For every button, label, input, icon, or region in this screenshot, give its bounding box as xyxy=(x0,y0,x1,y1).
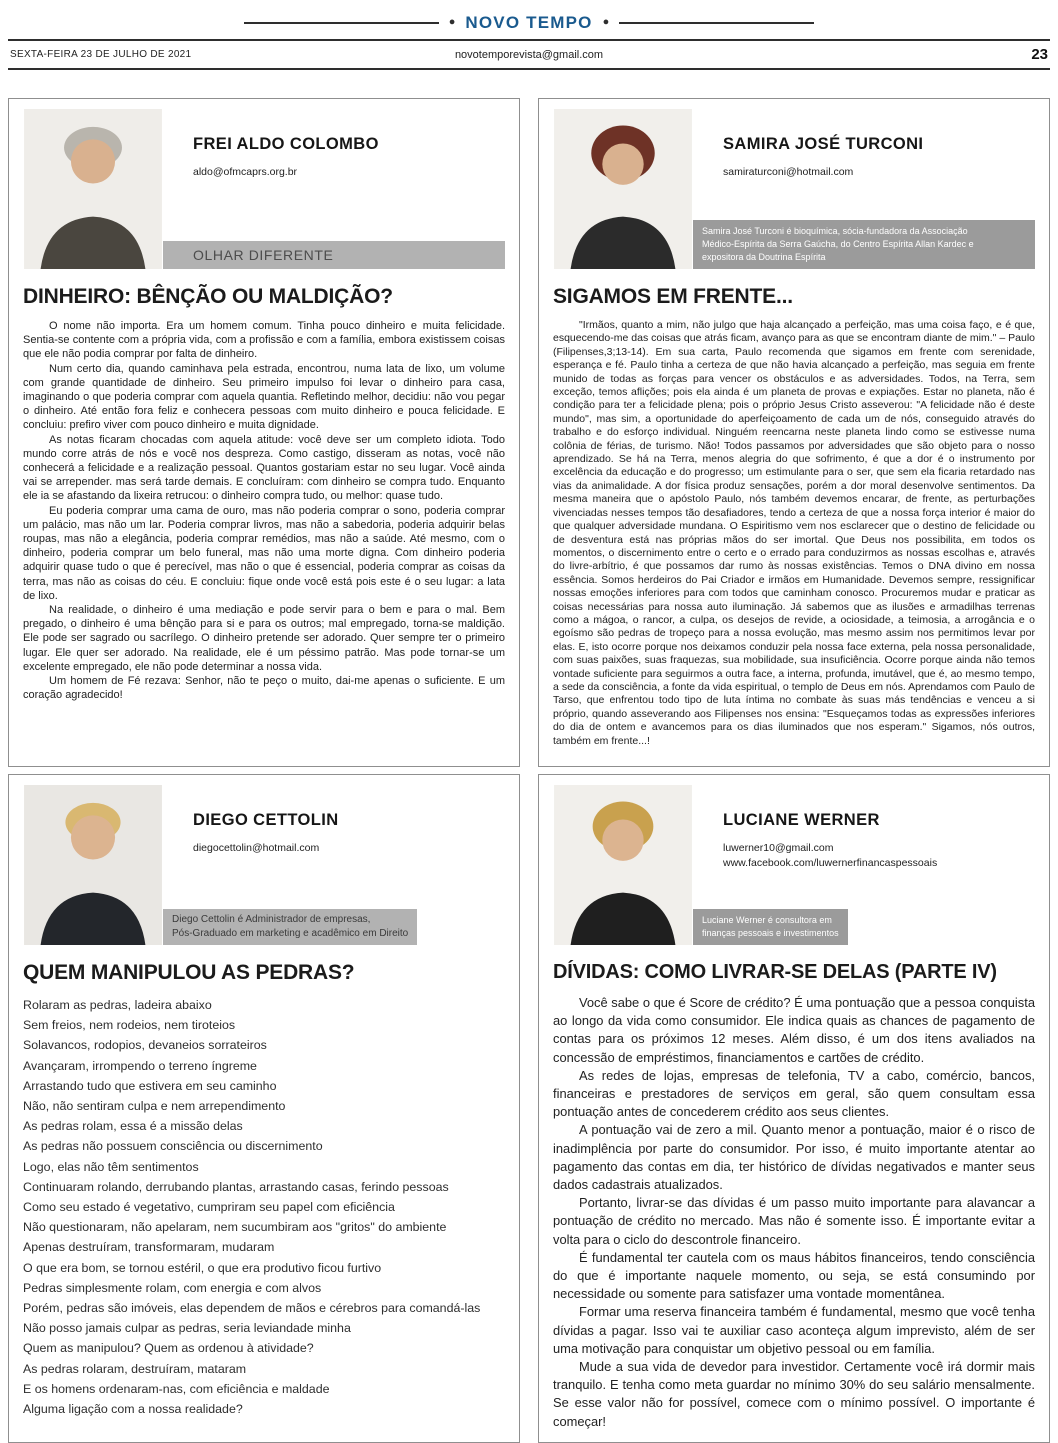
masthead-row xyxy=(8,10,1050,36)
column-banner: OLHAR DIFERENTE xyxy=(163,241,505,269)
author-bio xyxy=(693,909,848,945)
author-photo xyxy=(553,785,693,945)
poem-line: Como seu estado é vegetativo, cumpriram seu papel com eficiência xyxy=(23,1200,395,1215)
poem-line: As pedras rolam, essa é a missão delas xyxy=(23,1119,243,1134)
author-block xyxy=(23,785,505,945)
author-email: aldo@ofmcaprs.org.br xyxy=(193,166,298,178)
paragraph: Eu poderia comprar uma cama de ouro, mas não poderia comprar o sono, poderia comprar um palácio, mas não um lar. Poderia comprar livros, mas não a sabedoria, poderia adquirir belas roupas, mas não a elegância, poderia comprar remédios, mas não a saúde. Até mesmo, com o dinheiro, poderia comprar um belo funeral, mas não uma morte digna. Com dinheiro poderia adquirir quase tudo o que é perecível, mas não o que é essencial, poderia comprar as coisas da terra, mas não as coisas do céu. E concluiu: fique onde você está pois este é o seu lugar: a lata de lixo. xyxy=(23,504,505,602)
header-info-row xyxy=(8,39,1050,70)
author-meta xyxy=(693,785,1035,909)
poem-line: Pedras simplesmente rolam, com energia e com alvos xyxy=(23,1280,322,1295)
bio-line: Médico-Espírita da Serra Gaúcha, do Centro Espírita Allan Kardec e xyxy=(702,239,974,249)
article-dividas-como-livrar-se-delas xyxy=(538,774,1050,1443)
paragraph: As notas ficaram chocadas com aquela atitude: você deve ser um completo idiota. Todo mundo corre atrás de nós e você nos despreza. Como castigo, disseram as notas, você não conhecerá a felicidade e a realização pessoal. Quantos gostariam estar no seu lugar. Você ainda vai se arrepender. mas será tarde demais. E concluíram: com dinheiro se compra tudo. Enquanto ele ia se afastando da lixeira retrucou: o dinheiro compra tudo, ou melhor: quase tudo. xyxy=(23,433,505,503)
bio-line: finanças pessoais e investimentos xyxy=(702,928,839,938)
poem-line: Alguma ligação com a nossa realidade? xyxy=(23,1402,243,1417)
author-facebook: www.facebook.com/luwernerfinancaspessoais xyxy=(723,857,938,869)
person-silhouette-icon xyxy=(23,785,163,945)
poem-line: Não questionaram, não apelaram, nem sucumbiram aos "gritos" do ambiente xyxy=(23,1220,447,1235)
author-email: samiraturconi@hotmail.com xyxy=(723,166,854,178)
paragraph: As redes de lojas, empresas de telefonia, TV a cabo, comércio, bancos, financeiras e prestadores de serviços em geral, são quem consultam essa pontuação antes de concederem crédito aos seus clientes. xyxy=(553,1067,1035,1120)
author-photo xyxy=(23,109,163,269)
poem-line: As pedras não possuem consciência ou discernimento xyxy=(23,1139,323,1154)
poem-line: O que era bom, se tornou estéril, o que era produtivo ficou furtivo xyxy=(23,1260,382,1275)
article-body xyxy=(553,994,1035,1431)
paragraph: Você sabe o que é Score de crédito? É uma pontuação que a pessoa conquista ao longo da vida como consumidor. Ele indica quais as chances de pagamento de contas para os próximos 12 meses. Além disso, é um dos itens avaliados na concessão de empréstimos, financiamentos e cartões de crédito. xyxy=(553,995,1035,1065)
issue-date: SEXTA-FEIRA 23 DE JULHO DE 2021 xyxy=(10,49,192,60)
author-meta xyxy=(163,109,505,241)
author-bio xyxy=(163,909,417,945)
paragraph: Formar uma reserva financeira também é fundamental, mesmo que você tenha dívidas a pagar. Isso vai te auxiliar caso aconteça algum imprevisto, além de ser uma motivação para conquistar um objetivo pessoal ou em família. xyxy=(553,1304,1035,1356)
author-name: LUCIANE WERNER xyxy=(723,811,880,829)
bio-line: Pós-Graduado em marketing e acadêmico em Direito xyxy=(172,928,409,939)
bio-line: Diego Cettolin é Administrador de empresas, xyxy=(172,914,371,925)
paragraph: Mude a sua vida de devedor para investidor. Certamente você irá dormir mais tranquilo. E tenha como meta guardar no mínimo 30% do seu salário mensalmente. Se esse valor não for possível, comece com o mínimo possível. O importante é começar! xyxy=(553,1359,1035,1429)
articles-grid xyxy=(8,98,1050,1443)
poem-line: As pedras rolaram, destruíram, mataram xyxy=(23,1361,247,1376)
author-bio xyxy=(693,220,1035,269)
poem-line: Não posso jamais culpar as pedras, seria leviandade minha xyxy=(23,1321,351,1336)
poem-line: Sem freios, nem rodeios, nem tiroteios xyxy=(23,1018,236,1033)
article-title: DINHEIRO: BÊNÇÃO OU MALDIÇÃO? xyxy=(23,285,393,308)
contact-email: novotemporevista@gmail.com xyxy=(454,48,604,61)
author-name: FREI ALDO COLOMBO xyxy=(193,135,379,153)
article-title: SIGAMOS EM FRENTE... xyxy=(553,285,793,308)
paragraph: Portanto, livrar-se das dívidas é um passo muito importante para alavancar a pontuação de crédito no mercado. Mas não é somente isso. É importante evitar a volta para o ciclo do descontrole financeiro. xyxy=(553,1195,1035,1247)
person-silhouette-icon xyxy=(553,785,693,945)
author-block xyxy=(23,109,505,269)
author-meta xyxy=(163,785,505,909)
poem-line: Continuaram rolando, derrubando plantas, arrastando casas, ferindo pessoas xyxy=(23,1179,449,1194)
bullet-icon: ● xyxy=(602,15,610,28)
poem-line: Não, não sentiram culpa e nem arrependimento xyxy=(23,1099,286,1114)
author-email: luwerner10@gmail.com xyxy=(723,842,834,854)
author-name: DIEGO CETTOLIN xyxy=(193,811,339,829)
article-sigamos-em-frente xyxy=(538,98,1050,767)
paragraph: O nome não importa. Era um homem comum. Tinha pouco dinheiro e muita felicidade. Sentia-se contente com a própria vida, com a profissão e com a família, embora existissem coisas que ele não podia comprar por falta de dinheiro. xyxy=(23,320,505,361)
poem-line: Arrastando tudo que estivera em seu caminho xyxy=(23,1078,277,1093)
article-quem-manipulou-as-pedras xyxy=(8,774,520,1443)
article-body-poem xyxy=(23,995,505,1419)
bio-line: Samira José Turconi é bioquímica, sócia-fundadora da Associação xyxy=(702,226,968,236)
masthead-title: NOVO TEMPO xyxy=(465,13,593,32)
paragraph: É fundamental ter cautela com os maus hábitos financeiros, tendo consciência do que é importante naquele momento, ou seja, se está consumindo por necessidade ou somente para satisfazer uma vontade momentânea. xyxy=(553,1249,1035,1302)
poem-line: Logo, elas não têm sentimentos xyxy=(23,1159,199,1174)
paragraph: Na realidade, o dinheiro é uma mediação e pode servir para o bem e para o mal. Bem pregado, o dinheiro é uma bênção para si e para os outros; mal empregado, torna-se maldição. Ele pode ser sagrado ou sacrílego. O dinheiro pretende ser adorado. Quer sempre ter o primeiro lugar. Ele quer ser adorado. Na realidade, ele é um péssimo patrão. Mas pode tornar-se um excelente empregado, ele não pode determinar a nossa vida. xyxy=(23,604,505,673)
author-email: diegocettolin@hotmail.com xyxy=(193,842,320,854)
poem-line: Solavancos, rodopios, devaneios sorrateiros xyxy=(23,1038,267,1053)
paragraph: Num certo dia, quando caminhava pela estrada, encontrou, numa lata de lixo, um volume com grande quantidade de dinheiro. Seu primeiro impulso foi levar o dinheiro para casa, imaginando o que poderia comprar com aquela quantia. Refletindo melhor, decidiu: não vou pegar o dinheiro. Até então fora feliz e conhecera pessoas com muito dinheiro e pouca felicidade. E concluiu: prefiro viver com pouco dinheiro e muita dignidade. xyxy=(23,362,505,432)
article-body xyxy=(23,319,505,702)
paragraph: "Irmãos, quanto a mim, não julgo que haja alcançado a perfeição, mas uma coisa faço, e é que, esquecendo-me das coisas que atrás ficam, avanço para as que se encontram diante de mim." – Paulo (Filipenses,3;13-14). Em sua carta, Paulo recomenda que sigamos em frente com serenidade, esperança e fé. Paulo tinha a certeza de que não havia alcançado a perfeição, mas seguia em frente munido de todas as forças para vencer os obstáculos e as adversidades. Todos, na Terra, sem exceção, temos aflições; pois ela ainda é um planeta de provas e expiações. Estar no planeta, não é condição para ter a felicidade plena; pois o próprio Jesus Cristo asseverou: "A felicidade não é deste mundo", mas sim, a oportunidade do aperfeiçoamento de cada um de nós, conseguido através do trabalho e do esforço individual. Ninguém reencarna neste planeta lindo como se estivesse numa colônia de férias, de turismo. Não! Todos passamos por adversidades que são objeto para o nosso aprendizado. Se há na Terra, menos alegria do que sofrimento, é que a dor é o instrumento por excelência da educação e do progresso; um estimulante para o ser, que sem ela ficaria retardado nas vias da animalidade. A dor física produz sensações, porém a dor moral desenvolve sentimentos. Da mesma maneira que o apóstolo Paulo, nós também devemos encarar, de frente, as perturbações vivenciadas nesses tempos tão desafiadores, tendo a certeza de que a nossa força interior é maior do que qualquer adversidade mundana. O Espiritismo vem nos esclarecer que o destino de felicidade ou de desventura está nas próprias mãos do ser imortal. Que Deus nos possibilita, em todos os momentos, o discernimento entre o certo e o errado para conduzirmos as nossas escolhas e, através do livre-arbítrio, é que possamos dar rumo às nossas existências. Temos o DNA divino em nossa essência. Somos herdeiros do Pai Criador e irmãos em Humanidade. Devemos sempre, ressignificar nossas emoções inferiores para com todos que caminham conosco. Procuremos mudar e praticar as coisas necessárias para nossa auto iluminação. Já sabemos que as ilusões e armadilhas terrenas como a mágoa, o rancor, a culpa, os desejos de revide, a ociosidade, a teimosia, a arrogância e o egoísmo são pedras de tropeço para a nossa evolução, mas mesmo assim nos permitimos levar por elas. E, isto ocorre porque nos deixamos conduzir pela nossa face externa, pela nossa personalidade, com suas paixões, suas fraquezas, sua mobilidade, sua insuficiência. Ocorre porque ainda não temos vontade suficiente para seguirmos a outra face, a interna, profunda, imutável, que é, ao mesmo tempo, a sede da consciência, a fonte da vida espiritual, o templo de Deus em nós. Aprendamos com Paulo de Tarso, que enfrentou todo tipo de luta íntima no combate às suas más tendências e venceu a si próprio, quando asseverando aos Filipenses nos ensina: "Esqueçamos todas as expressões inferiores do dia de ontem e avancemos para os dias iluminados que nos esperam." Sigamos, nós outros, também em frente...! xyxy=(553,319,1035,747)
author-block xyxy=(553,109,1035,269)
poem-line: E os homens ordenaram-nas, com eficiência e maldade xyxy=(23,1381,330,1396)
article-body xyxy=(553,319,1035,748)
author-block xyxy=(553,785,1035,945)
poem-line: Rolaram as pedras, ladeira abaixo xyxy=(23,998,212,1012)
poem-line: Avançaram, irrompendo o terreno íngreme xyxy=(23,1058,257,1073)
bio-line: expositora da Doutrina Espírita xyxy=(702,252,826,262)
paragraph: A pontuação vai de zero a mil. Quanto menor a pontuação, maior é o risco de inadimplência por parte do consumidor. Por isso, é muito importante atentar ao pagamento das contas em dia, ter histórico de dívidas negativados e manter seus dados cadastrais atualizados. xyxy=(553,1122,1035,1193)
masthead-rule-right xyxy=(619,22,814,24)
person-silhouette-icon xyxy=(23,109,163,269)
poem-line: Quem as manipulou? Quem as ordenou à atividade? xyxy=(23,1341,314,1356)
author-photo xyxy=(553,109,693,269)
article-title: QUEM MANIPULOU AS PEDRAS? xyxy=(23,961,355,984)
author-photo xyxy=(23,785,163,945)
bio-line: Luciane Werner é consultora em xyxy=(702,915,832,925)
paragraph: Um homem de Fé rezava: Senhor, não te peço o muito, dai-me apenas o suficiente. E um coração agradecido! xyxy=(23,675,505,702)
article-title: DÍVIDAS: COMO LIVRAR-SE DELAS (PARTE IV) xyxy=(553,961,997,983)
masthead-rule-left xyxy=(244,22,439,24)
bullet-icon: ● xyxy=(448,15,456,28)
page-number: 23 xyxy=(1031,46,1048,63)
article-dinheiro-bencao-ou-maldicao xyxy=(8,98,520,767)
page-header xyxy=(8,10,1050,70)
author-name: SAMIRA JOSÉ TURCONI xyxy=(723,135,924,153)
author-meta xyxy=(693,109,1035,220)
person-silhouette-icon xyxy=(553,109,693,269)
poem-line: Apenas destruíram, transformaram, mudaram xyxy=(23,1240,275,1255)
poem-line: Porém, pedras são imóveis, elas dependem de mãos e cérebros para comandá-las xyxy=(23,1301,481,1316)
